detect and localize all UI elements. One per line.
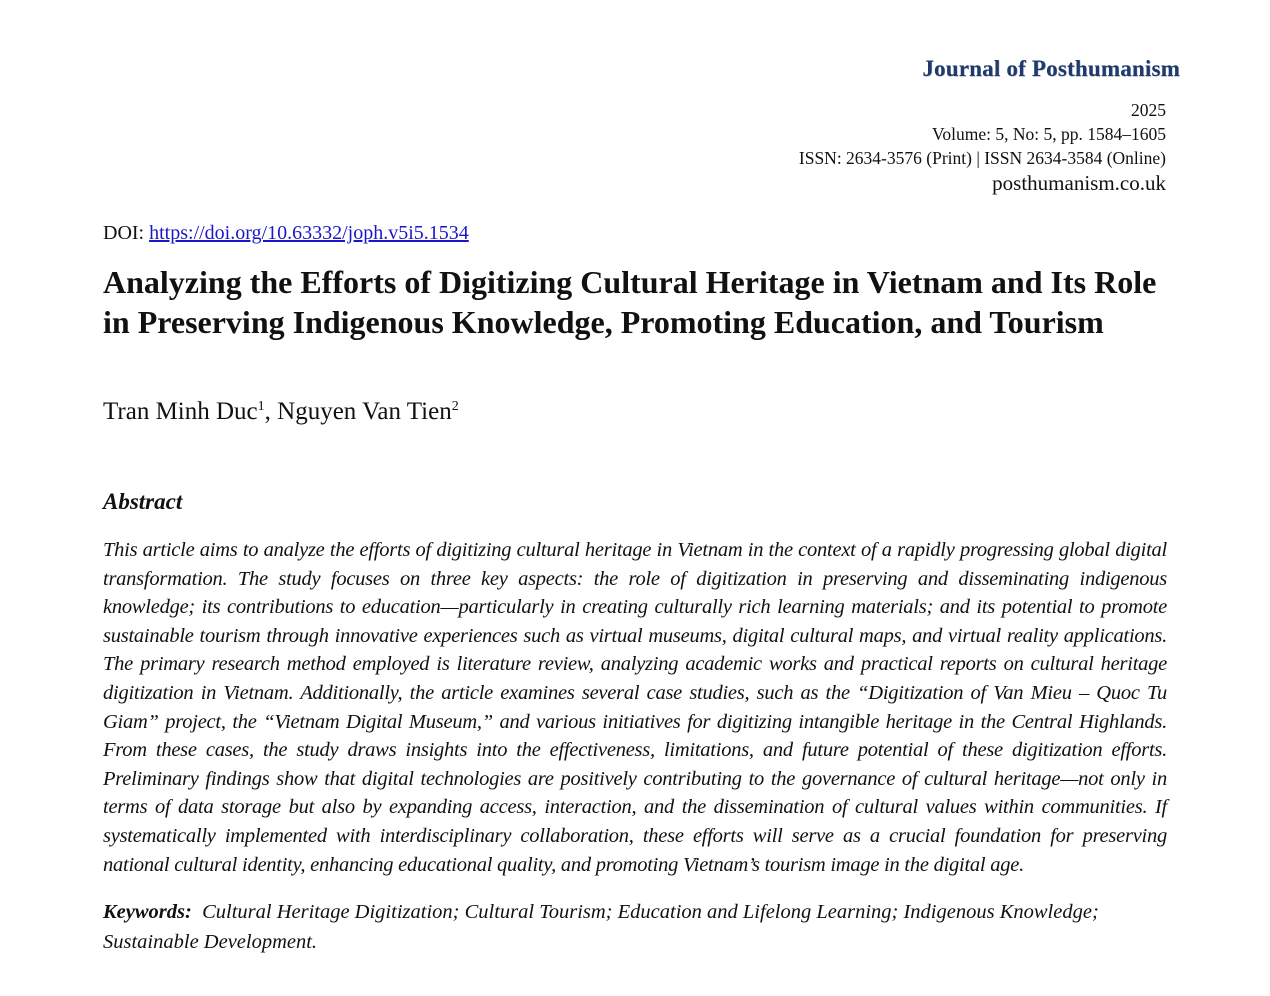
author-name: Nguyen Van Tien (277, 398, 452, 425)
keywords-label: Keywords: (103, 901, 192, 923)
journal-website: posthumanism.co.uk (992, 171, 1166, 195)
volume-info: Volume: 5, No: 5, pp. 1584–1605 (932, 124, 1166, 144)
paper-title: Analyzing the Efforts of Digitizing Cultural Heritage in Vietnam and Its Role in Preserving Indigenous Knowledge, Promoting Education, and Tourism (103, 264, 1157, 340)
doi-link[interactable]: https://doi.org/10.63332/joph.v5i5.1534 (149, 222, 469, 244)
issn-info: ISSN: 2634-3576 (Print) | ISSN 2634-3584 (Online) (798, 148, 1166, 168)
publication-year: 2025 (1131, 100, 1166, 120)
journal-title: Journal of Posthumanism (922, 56, 1180, 81)
author-affiliation-mark: 2 (451, 399, 459, 414)
abstract-text: This article aims to analyze the efforts of digitizing cultural heritage in Vietnam in the context of a rapidly progressing global digital transformation. The study focuses on three key aspects: the role of digitization in preserving and disseminating indigenous knowledge; its contributions to education—particularly in creating culturally rich learning materials; and its potential to promote sustainable tourism through innovative experiences such as virtual museums, digital cultural maps, and virtual reality applications. The primary research method employed is literature review, analyzing academic works and practical reports on cultural heritage digitization in Vietnam. Additionally, the article examines several case studies, such as the “Digitization of Van Mieu – Quoc Tu Giam” project, the “Vietnam Digital Museum,” and various initiatives for digitizing intangible heritage in the Central Highlands. From these cases, the study draws insights into the effectiveness, limitations, and future potential of these digitization efforts. Preliminary findings show that digital technologies are positively contributing to the governance of cultural heritage—not only in terms of data storage but also by expanding access, interaction, and the dissemination of cultural values within communities. If systematically implemented with interdisciplinary collaboration, these efforts will serve as a crucial foundation for preserving national cultural identity, enhancing educational quality, and promoting Vietnam’s tourism image in the digital age. (103, 539, 1167, 876)
publication-meta (799, 98, 1166, 197)
doi-line (103, 222, 469, 245)
author-affiliation-mark: 1 (257, 399, 265, 414)
keywords (103, 897, 1167, 957)
doi-label: DOI: (103, 222, 150, 244)
author-name: Tran Minh Duc (103, 398, 258, 425)
author-separator: , (264, 398, 278, 425)
keywords-text: Cultural Heritage Digitization; Cultural Tourism; Education and Lifelong Learning; Indigenous Knowledge; Sustainable Development. (103, 901, 1099, 953)
abstract-heading: Abstract (103, 489, 183, 514)
author-list (103, 398, 459, 426)
